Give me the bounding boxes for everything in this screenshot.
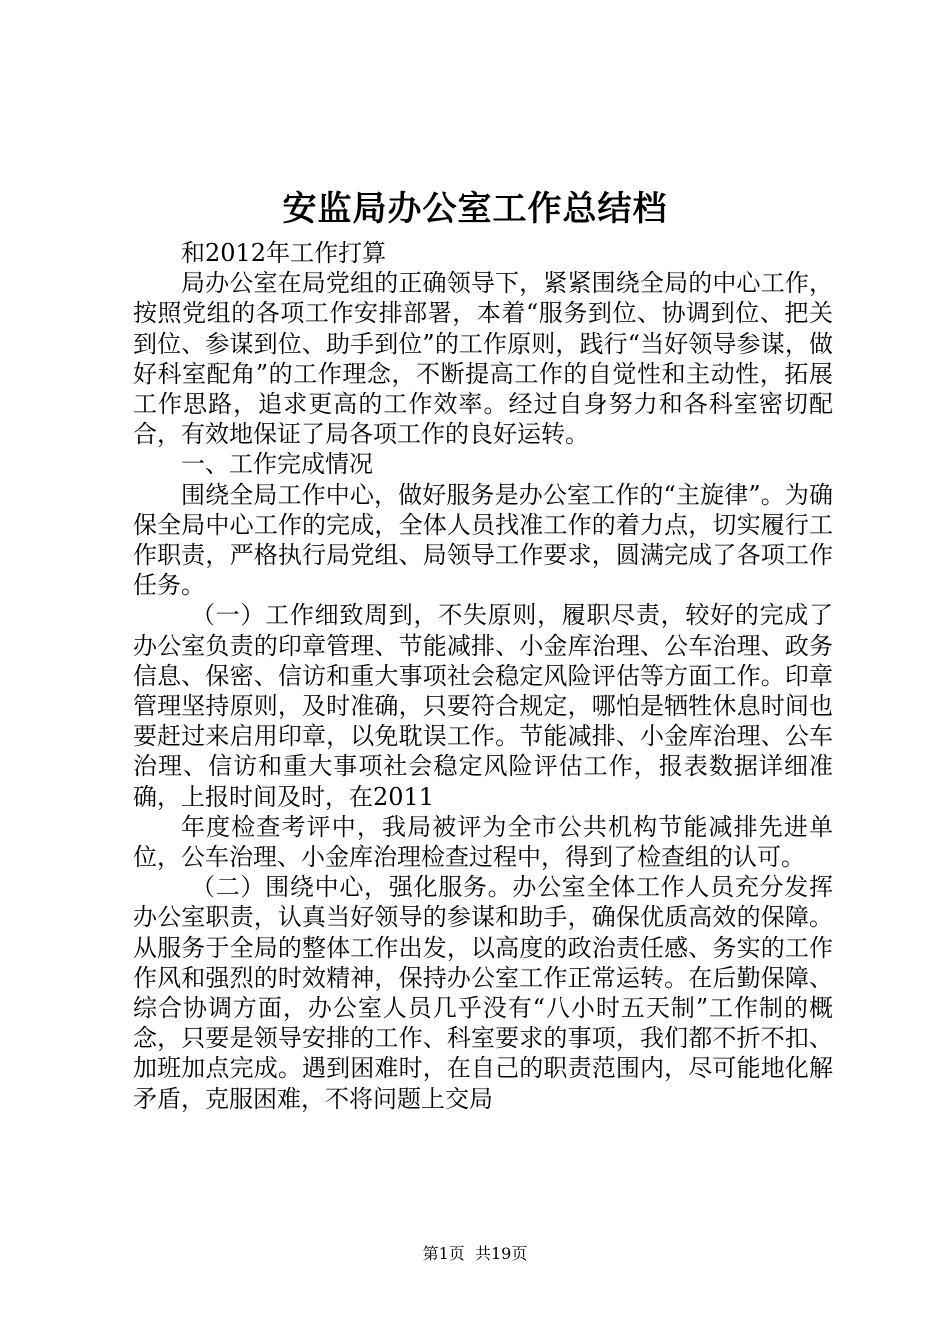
footer-spacer	[465, 1244, 475, 1263]
item-one-continued-paragraph: 年度检查考评中，我局被评为全市公共机构节能减排先进单位，公车治理、小金库治理检查过程中，得到了检查组的认可。	[133, 812, 833, 872]
item-two-paragraph: （二）围绕中心，强化服务。办公室全体工作人员充分发挥办公室职责，认真当好领导的参谋和助手，确保优质高效的保障。从服务于全局的整体工作出发，以高度的政治责任感、务实的工作作风和强烈的时效精神，保持办公室工作正常运转。在后勤保障、综合协调方面，办公室人员几乎没有“八小时五天制”工作制的概念，只要是领导安排的工作、科室要求的事项，我们都不折不扣、加班加点完成。遇到困难时，在自己的职责范围内，尽可能地化解矛盾，克服困难，不将问题上交局	[133, 873, 833, 1113]
page-number: 第1页	[422, 1244, 465, 1263]
subtitle-line: 和2012年工作打算	[181, 239, 387, 267]
section-intro-paragraph: 围绕全局工作中心，做好服务是办公室工作的“主旋律”。为确保全局中心工作的完成，全体人员找准工作的着力点，切实履行工作职责，严格执行局党组、局领导工作要求，圆满完成了各项工作任务。	[133, 480, 833, 600]
document-body	[133, 238, 833, 1114]
page-total: 共19页	[474, 1244, 528, 1263]
page-footer	[0, 1243, 950, 1265]
document-title: 安监局办公室工作总结档	[282, 189, 668, 229]
item-one-paragraph: （一）工作细致周到，不失原则，履职尽责，较好的完成了办公室负责的印章管理、节能减排、小金库治理、公车治理、政务信息、保密、信访和重大事项社会稳定风险评估等方面工作。印章管理坚持原则，及时准确，只要符合规定，哪怕是牺牲休息时间也要赶过来启用印章，以免耽误工作。节能减排、小金库治理、公车治理、信访和重大事项社会稳定风险评估工作，报表数据详细准确，上报时间及时，在2011	[133, 601, 833, 811]
intro-paragraph: 局办公室在局党组的正确领导下，紧紧围绕全局的中心工作，按照党组的各项工作安排部署，本着“服务到位、协调到位、把关到位、参谋到位、助手到位”的工作原则，践行“当好领导参谋，做好科室配角”的工作理念，不断提高工作的自觉性和主动性，拓展工作思路，追求更高的工作效率。经过自身努力和各科室密切配合，有效地保证了局各项工作的良好运转。	[133, 269, 833, 449]
section-heading: 一、工作完成情况	[181, 450, 373, 479]
